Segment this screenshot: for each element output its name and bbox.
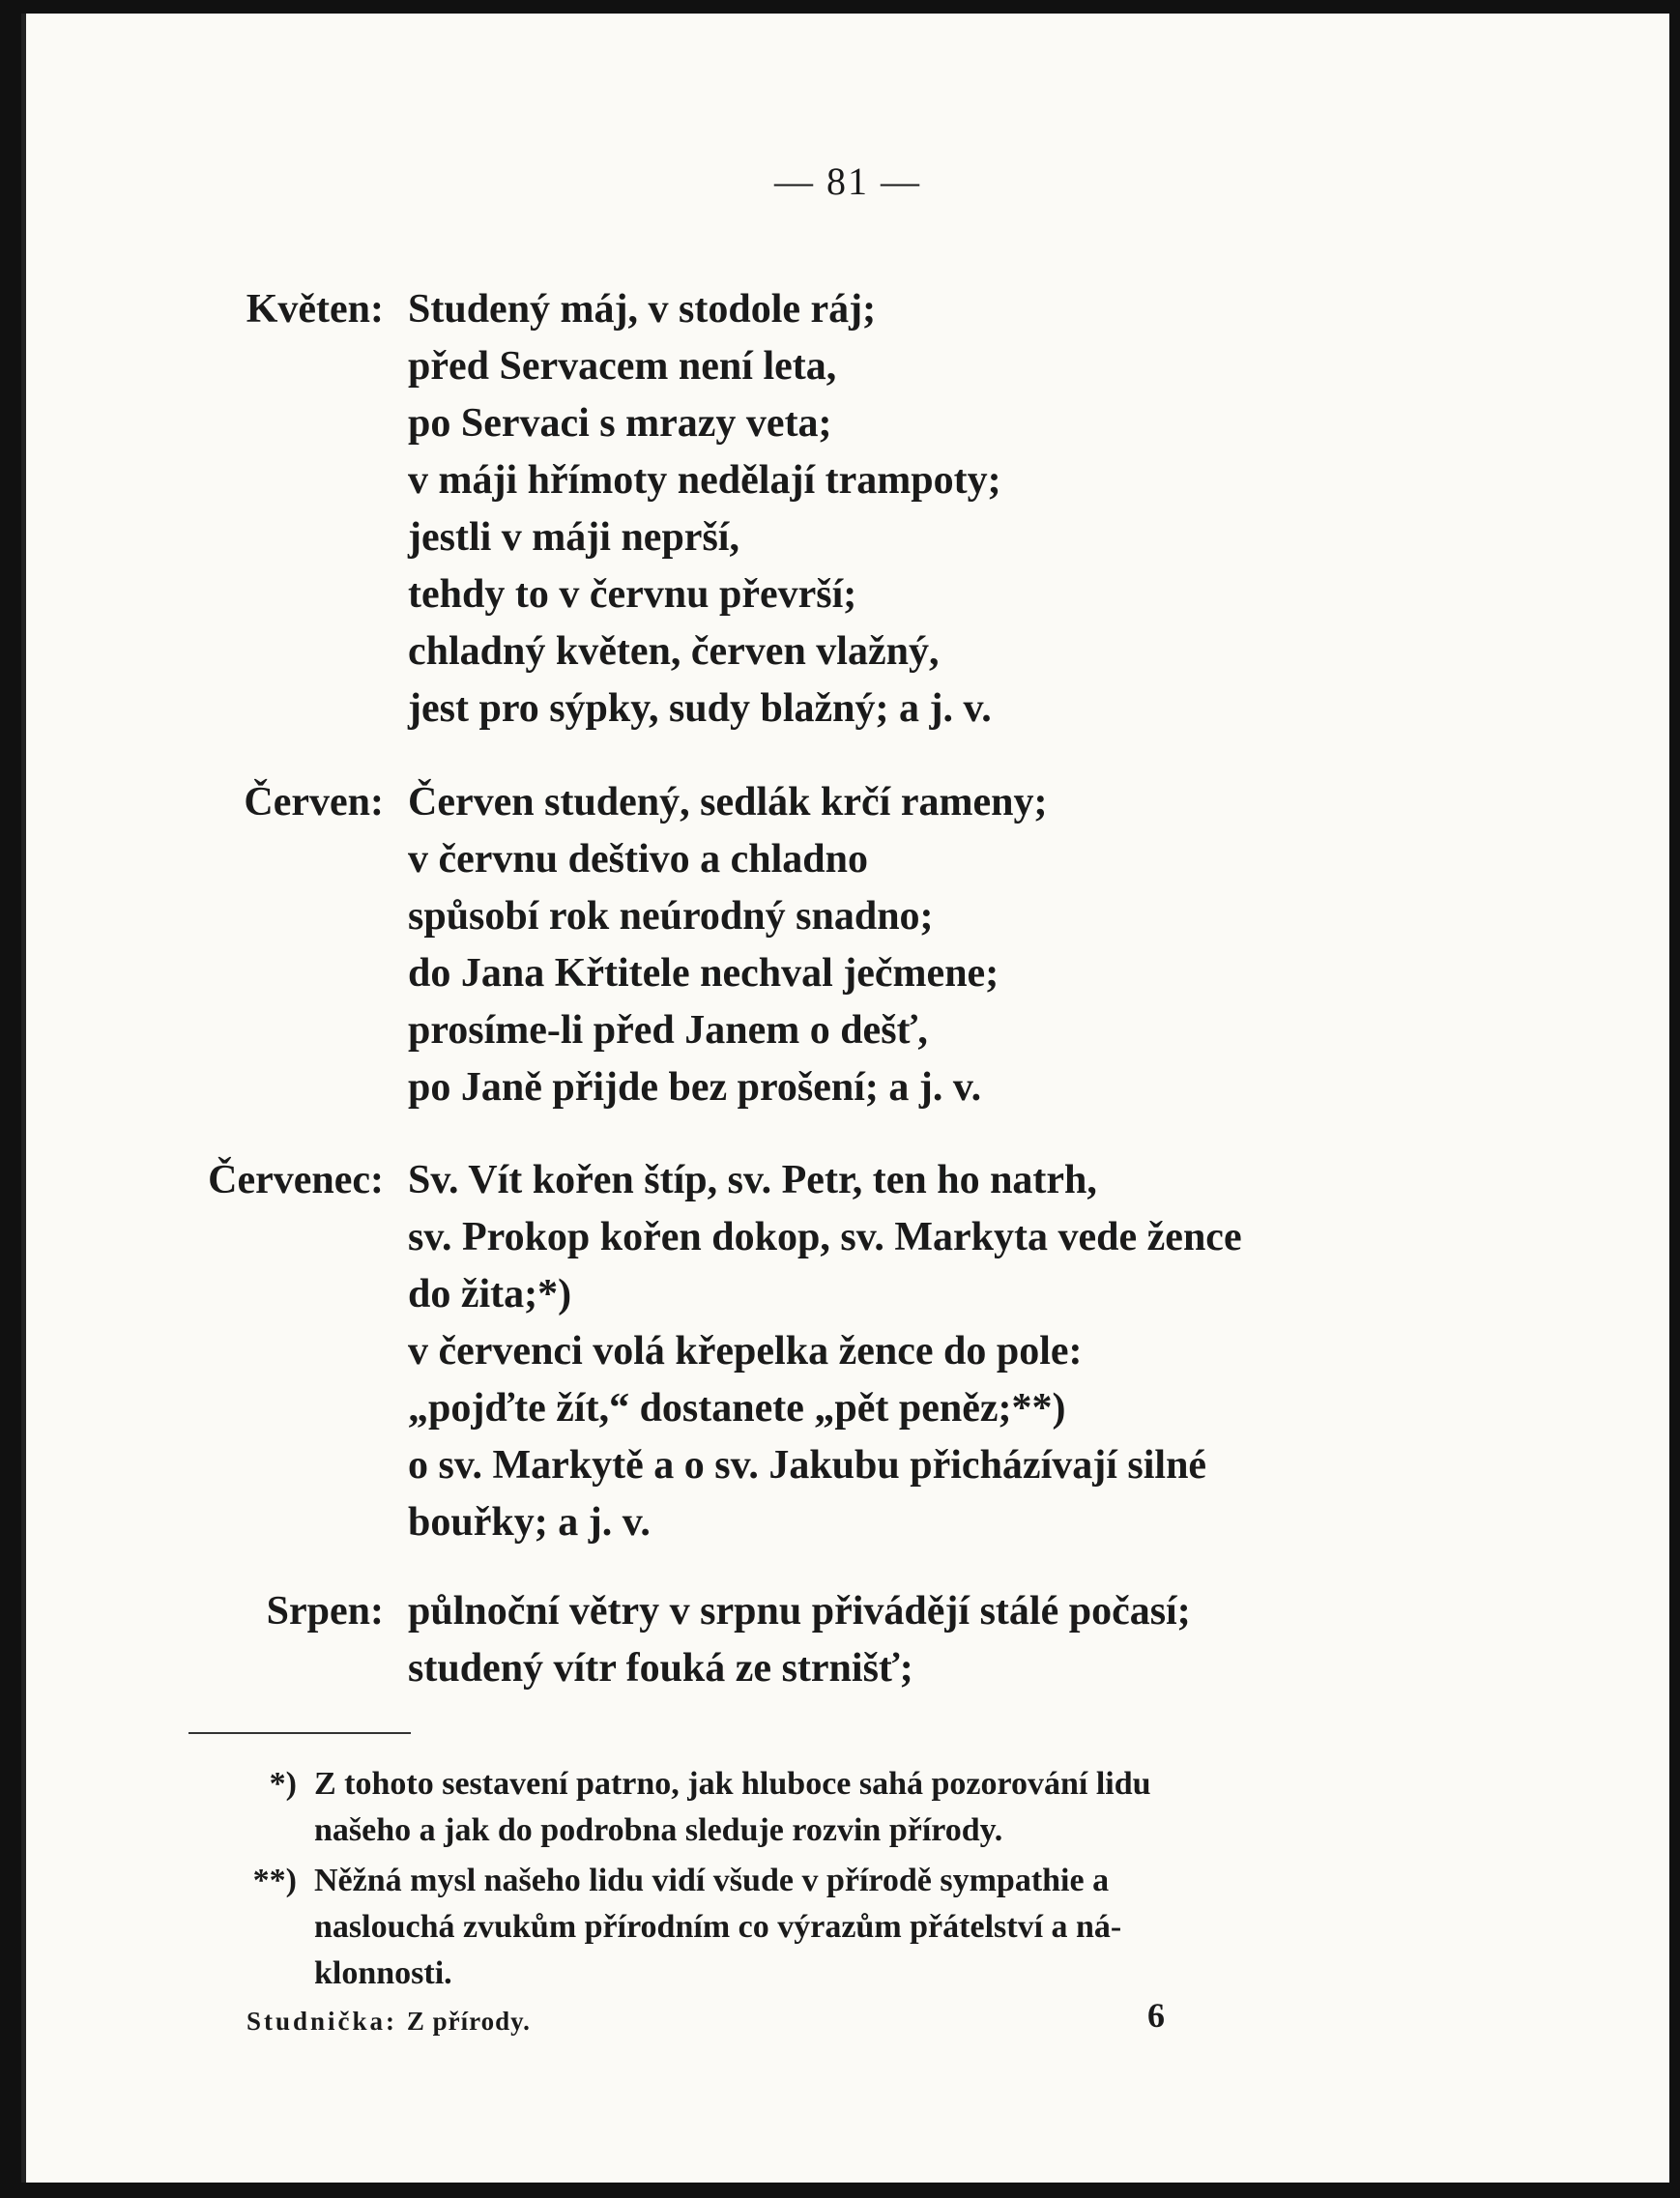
month-label: Srpen: [266,1589,384,1634]
signature-line [246,2007,531,2037]
book-page [21,14,1669,2183]
proverb-line: Studený máj, v stodole ráj; [408,287,877,332]
footnote-line: klonnosti. [314,1955,452,1991]
page-number: — 81 — [774,159,921,203]
proverb-lines [408,774,1423,1116]
proverb-line: chladný květen, červen vlažný, [408,629,940,674]
proverb-line: Sv. Vít kořen štíp, sv. Petr, ten ho natrh, [408,1158,1097,1202]
month-label: Červen: [244,780,384,824]
footnote-mark: *) [269,1766,297,1802]
footnote-line: naslouchá zvukům přírodním co výrazům přátelství a ná- [314,1909,1122,1945]
proverb-line: po Janě přijde bez prošení; a j. v. [408,1065,982,1110]
proverb-line: prosíme-li před Janem o dešť, [408,1008,928,1053]
month-label: Červenec: [208,1158,384,1202]
proverb-line: sv. Prokop kořen dokop, sv. Markyta vede žence [408,1215,1242,1259]
proverb-line: „pojďte žít,“ dostanete „pět peněz;**) [408,1386,1066,1431]
proverb-line: do žita;*) [408,1272,572,1316]
footnote-mark: **) [252,1863,297,1898]
sheet-number: 6 [1147,1996,1165,2035]
footnote-line: našeho a jak do podrobna sleduje rozvin přírody. [314,1812,1003,1848]
footnote-divider [188,1732,411,1734]
month-label: Květen: [246,287,384,332]
footnote-text [314,1858,1406,1997]
proverb-line: Červen studený, sedlák krčí rameny; [408,780,1048,824]
proverb-line: jest pro sýpky, sudy blažný; a j. v. [408,686,992,731]
proverb-line: před Servacem není leta, [408,344,837,389]
proverb-line: do Jana Křtitele nechval ječmene; [408,951,999,996]
proverb-line: po Servaci s mrazy veta; [408,401,832,446]
proverb-line: jestli v máji neprší, [408,515,739,560]
proverb-line: v červnu deštivo a chladno [408,837,869,882]
proverb-line: o sv. Markytě a o sv. Jakubu přicházívají silné [408,1443,1207,1488]
proverb-lines [408,281,1423,737]
footnote-line: Něžná mysl našeho lidu vidí všude v přírodě sympathie a [314,1863,1110,1898]
proverb-lines [408,1583,1423,1697]
proverb-line: půlnoční větry v srpnu přivádějí stálé počasí; [408,1589,1191,1634]
proverb-line: v máji hřímoty nedělají trampoty; [408,458,1001,503]
proverb-line: studený vítr fouká ze strnišť; [408,1646,913,1691]
signature-author: Studnička: [246,2007,398,2036]
proverb-line: spůsobí rok neúrodný snadno; [408,894,934,939]
proverb-lines [408,1152,1423,1551]
footnote-text [314,1761,1406,1854]
proverb-line: tehdy to v červnu převrší; [408,572,857,617]
signature-title: Z přírody. [406,2007,531,2036]
footnote-line: Z tohoto sestavení patrno, jak hluboce sahá pozorování lidu [314,1766,1151,1802]
proverb-line: v červenci volá křepelka žence do pole: [408,1329,1083,1374]
proverb-line: bouřky; a j. v. [408,1500,651,1545]
